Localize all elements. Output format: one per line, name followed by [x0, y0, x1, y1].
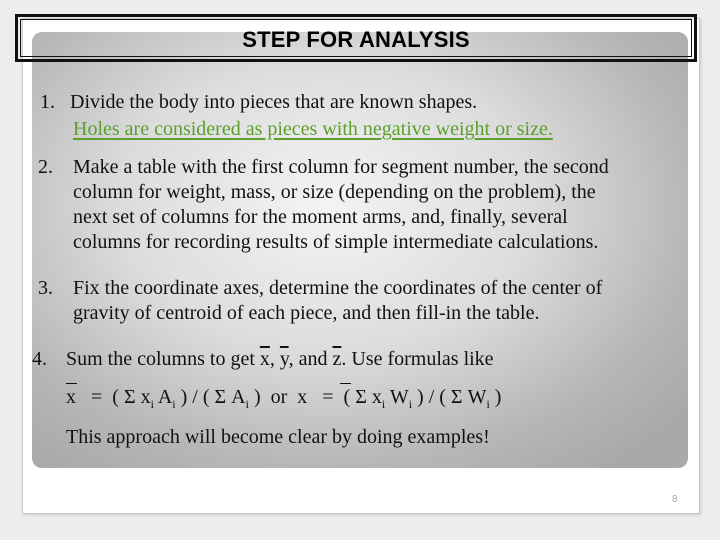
closing-text: This approach will become clear by doing examples! [66, 426, 490, 448]
formula-part-5: W [385, 386, 409, 408]
step-3-line-1: Fix the coordinate axes, determine the coordinates of the center of [73, 277, 603, 299]
step-3-number: 3. [38, 277, 53, 299]
step-4-post: . Use formulas like [341, 348, 494, 370]
formula-xbar-2 [340, 383, 351, 384]
formula-part-6: ) / ( Σ W [412, 386, 487, 408]
formula-xbar-1 [66, 383, 77, 384]
slide-number: 8 [672, 494, 678, 505]
var-y-bar: $\overline{y}$ [279, 348, 289, 370]
step-1-line-1: Divide the body into pieces that are known shapes. [70, 91, 478, 113]
var-z-bar: $\overline{z}$ [332, 348, 342, 370]
formula-part-2: A [153, 386, 173, 408]
step-2-line-1: Make a table with the first column for segment number, the second [73, 156, 609, 178]
var-x-bar: $\overline{x}$ [259, 348, 270, 370]
title-box [15, 14, 697, 62]
step-1-number: 1. [40, 91, 55, 113]
formula-part-1: x = ( Σ x [66, 386, 151, 408]
centroid-formula [66, 386, 501, 412]
formula-sub-i-6: i [486, 397, 490, 411]
step-1-note: Holes are considered as pieces with negative weight or size. [73, 118, 553, 140]
step-2-number: 2. [38, 156, 53, 178]
formula-sub-i-4: i [381, 397, 386, 411]
step-4-line-1 [66, 347, 494, 372]
formula-part-4: ) or x = ( Σ x [248, 386, 382, 408]
step-2-line-3: next set of columns for the moment arms, and, finally, several [73, 206, 568, 228]
formula-sub-i-1: i [150, 397, 154, 411]
slide-title: STEP FOR ANALYSIS [242, 27, 470, 52]
formula-part-3: ) / ( Σ A [175, 386, 246, 408]
step-3-line-2: gravity of centroid of each piece, and then fill-in the table. [73, 302, 540, 324]
step-4-pre: Sum the columns to get [66, 348, 260, 370]
step-4-number: 4. [32, 348, 47, 370]
step-4-sep-2: , and [288, 348, 333, 370]
step-2-line-4: columns for recording results of simple intermediate calculations. [73, 231, 599, 253]
formula-sub-i-3: i [245, 397, 249, 411]
formula-sub-i-2: i [172, 397, 176, 411]
formula-part-7: ) [489, 386, 502, 408]
formula-sub-i-5: i [408, 397, 413, 411]
step-2-line-2: column for weight, mass, or size (depending on the problem), the [73, 181, 596, 203]
step-4-sep-1: , [269, 348, 280, 370]
